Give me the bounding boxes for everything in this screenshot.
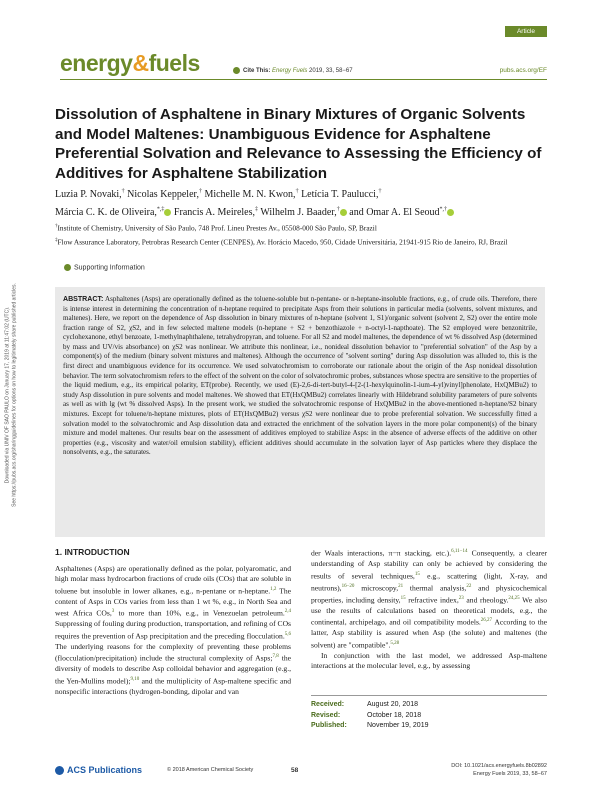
text-run: refractive index, [405,595,459,605]
orcid-icon[interactable] [340,209,347,216]
citation-link[interactable]: 24,25 [508,595,520,601]
author-name[interactable]: Márcia C. K. de Oliveira, [55,206,157,218]
text-run: microscopy, [354,583,399,593]
text-run: and physicochemical properties, including density, [311,583,547,605]
cite-journal: Energy Fuels [272,68,308,75]
affiliation [55,222,547,234]
text-run: e.g., scattering (light, X-ray, and neutrons), [311,571,547,593]
text-run: According to the latter, Asp stability is assured when Asp (the solute) and maltenes (the solvent) are "compatible". [311,617,547,650]
abstract-text: Asphaltenes (Asps) are operationally defined as the toluene-soluble but n-pentane- or n-heptane-insoluble fractions, e.g., of crude oils. Therefore, there is intense interest in determining the concentration of n-heptane required to precipitate Asps from their solutions in particular media (solvents, solvent mixtures, and maltenes). Here, we report on the dependence of Asp dissolution in binary mixtures of n-heptane (solvent 1, S1)/organic solvent (solvent 2, S2) over the entire mole fraction range of S2, χS2, and in few selected maltene models (n-heptane + S2 + benzothiazole + n-octyl-1-napthoate). The S2 employed were benzonitrile, cyclohexanone, ethyl benzoate, 1-methylnaphthalene, tetrahydropyran, and toluene. For all S2 and model maltenes, the dependence of wt % dissolved Asp (determined by mass and UV/vis absorbance) on χS2 was nonlinear. We attribute this nonlinear, i.e., nonideal dissolution behavior to "preferential solvation" of the Asp by a component(s) of the medium (binary solvent mixtures and maltenes). Although the occurrence of "solvent sorting" during Asp dissolution was alluded to, this is the first direct and unambiguous evidence for its occurrence. We used solvatochromism to corroborate our rationale about the origin of the Asp nonideal dissolution behavior. The term solvatochromism refers to the effect of the solvent on the color of solvatochromic probes, substances whose spectra are sensitive to the properties of the liquid medium, e.g., its empirical polarity, ET(probe). Recently, we used (E)-2,6-di-tert-butyl-4-[2-(1-hexylquinolin-1-ium-4-yl)vinyl]phenolate, HxQMBu2) to study Asp dissolution in pure solvents and model maltenes. We showed that ET(HxQMBu2) correlates linearly with Hildebrand solubility parameters of pure solvents as well as with lg (wt % dissolved Asps). In the present work, we studied the solvatochromic response of HxQMBu2 in the above-mentioned n-heptane/S2 binary mixtures. Except for toluene/n-heptane mixtures, plots of ET(HxQMBu2) versus χS2 were nonlinear due to probe preferential solvation. We successfully fitted a solvation model to the solvatochromic and Asp dissolution data and extracted the enrichment of the solvation layers in the more polar component(s) of the binary mixture and model maltenes. Our results bear on the assessment of additives employed to stabilize Asps: in the absence of adverse effects of the additive on other properties (e.g., viscosity and water/oil emulsion stability), efficient additives should accumulate in the solvation layer of Asp particles where they displace the nonsolvents, e.g., the saturates. [63,295,537,457]
author-affil-mark: † [295,189,299,195]
author [260,207,346,218]
cite-icon [233,67,240,74]
author-list [55,185,545,220]
download-watermark [0,220,22,570]
text-run: der Waals interactions, π−π stacking, etc.). [311,548,452,558]
affiliations [55,222,547,250]
text-run: Asphaltenes (Asps) are operationally defined as the polar, polyaromatic, and high molar mass hydrocarbon fractions of crude oils (COs) that are soluble in toluene but insoluble in lower alkanes, e.g., n-pentane or n-heptane. [55,563,291,596]
author-affil-mark: † [121,189,125,195]
history-label: Received: [311,701,345,708]
text-run: The content of Asps in COs varies from less than 1 wt %, e.g., in North Sea and west Africa COs, [55,586,291,618]
journal-url-link[interactable]: pubs.acs.org/EF [499,67,547,74]
text-run: and the multiplicity of Asp-maltene specific and nonspecific interactions (hydrogen-bonding, dipolar and van [55,676,291,696]
orcid-icon[interactable] [447,209,454,216]
author-name[interactable]: Francis A. Meireles, [173,206,256,218]
cite-this-link[interactable] [233,67,353,74]
author-affil-mark: † [336,206,340,213]
citation-link[interactable]: 7,8 [272,654,279,660]
abstract-box [55,287,545,537]
doi-link[interactable]: DOI: 10.1021/acs.energyfuels.8b02892 [451,763,547,769]
history-row [311,721,547,732]
body-column-left [55,547,291,697]
history-date: November 19, 2019 [367,722,429,729]
history-date: August 20, 2018 [367,701,418,708]
citation-link[interactable]: 21 [398,583,404,589]
author [301,189,381,200]
intro-paragraph [55,564,291,698]
text-run: to more than 10%, e.g., in Venezuelan petroleum. [114,608,285,618]
citation-link[interactable]: 23 [458,595,464,601]
history-date: October 18, 2018 [367,711,422,719]
affiliation-text: Flow Assurance Laboratory, Petrobras Research Center (CENPES), Av. Horácio Macedo, 950, Cidade Universitária, 21941-915 Rio de Janeiro, RJ, Brazil [57,237,508,247]
publisher-name: ACS Publications [67,765,143,775]
citation-link[interactable]: 15 [414,571,420,577]
citation-link[interactable]: 5,6 [284,631,291,637]
journal-name-part1: energy [60,50,133,76]
text-run: We also use the results of calculations based on theoretical models, e.g., the continental, archipelago, and oil compatibility models. [311,595,547,627]
text-run: The underlying reasons for the complexity of preventing these problems (flocculation/precipitation) include the structural complexity of Asps; [55,641,291,663]
author-name[interactable]: Luzia P. Novaki, [55,189,122,201]
history-row [311,700,547,711]
page-footer [55,763,547,779]
history-row [311,711,547,722]
author-affil-mark: † [378,189,382,195]
journal-logo[interactable] [60,50,200,77]
citation-link[interactable]: 26,27 [480,618,493,624]
author-affil-mark: *,‡ [156,206,165,213]
text-run: Suppressing of fouling during production, transportation, and refining of COs requires the prevention of Asp precipitation and the preceding flocculation. [55,619,292,641]
history-label: Revised: [311,711,341,719]
section-heading-introduction: 1. INTRODUCTION [55,547,130,557]
author [349,207,454,218]
author [174,207,258,218]
doi-block [451,763,547,778]
author-name[interactable]: Letícia T. Paulucci, [301,189,379,201]
author-name[interactable]: Nicolas Keppeler, [127,189,199,201]
author-name[interactable]: Wilhelm J. Baader, [260,206,337,218]
intro-paragraph: In conjunction with the last model, we addressed Asp-maltene interactions at the molecular level, e.g., by assessing [311,650,547,671]
copyright-notice: © 2018 American Chemical Society [167,767,254,773]
article-title: Dissolution of Asphaltene in Binary Mixtures of Organic Solvents and Model Maltenes: Unambiguous Evidence for Asphaltene Preferential Solvation and Relevance to Assessing the Efficiency of Additives for Asphaltene Stabilization [55,106,542,182]
orcid-icon[interactable] [164,209,171,216]
history-label: Published: [311,722,347,729]
affiliation-mark: † [55,224,58,229]
journal-header [60,44,547,80]
citation-link[interactable]: 9,10 [130,676,140,682]
journal-name-part2: fuels [148,50,200,76]
affiliation-mark: ‡ [55,237,58,243]
text-run: Consequently, a clearer understanding of Asp stability can only be achieved by considering the results of several techniques, [311,548,547,581]
intro-paragraph-continued [311,547,547,651]
abstract-heading: ABSTRACT: [63,296,104,303]
author-name[interactable]: Michelle M. N. Kwon, [204,189,296,201]
text-run: the diversity of models to describe Asp colloidal behavior and aggregation (e.g., the Yen-Mullins model); [55,653,291,686]
text-run: and rheology. [463,595,509,605]
acs-logo-icon [55,766,64,775]
author [55,189,125,200]
download-note-line2: See https://pubs.acs.org/sharingguidelines for options on how to legitimately share published articles. [11,283,17,507]
acs-publications-logo[interactable] [55,765,142,775]
author-affil-mark: *,† [439,206,448,213]
download-note-line1: Downloaded via UNIV OF SAO PAULO on January 17, 2019 at 11:47:02 (UTC). [4,306,11,484]
body-column-right [311,547,547,672]
author [127,189,202,200]
author [55,207,171,218]
text-run: thermal analysis, [403,583,467,593]
citation-link[interactable]: 6,11−14 [451,549,468,554]
citation-link[interactable]: 16−20 [341,583,355,589]
supporting-information-link[interactable] [64,264,145,271]
affiliation-text: Institute of Chemistry, University of São Paulo, 748 Prof. Lineu Prestes Av., 05508-000 São Paulo, SP, Brazil [57,223,377,233]
cite-ref: 2019, 33, 58−67 [309,68,353,75]
author-affil-mark: † [198,189,202,195]
author-name[interactable]: and Omar A. El Seoud [349,206,440,218]
article-history [311,695,547,732]
affiliation [55,236,547,248]
author [204,189,298,200]
article-type-badge: Article [505,26,547,37]
journal-name-amp: & [132,50,149,76]
citation-link[interactable]: 3 [111,609,115,615]
supporting-info-label: Supporting Information [74,264,145,272]
citation-link[interactable]: 22 [466,583,472,589]
citation-link[interactable]: 2,4 [284,609,292,615]
citation-link[interactable]: 5,28 [390,640,400,646]
footer-citation: Energy Fuels 2019, 33, 58−67 [473,770,547,777]
citation-link[interactable]: 1,2 [270,586,277,592]
citation-link[interactable]: 15 [400,595,406,601]
cite-label: Cite This: [243,68,271,75]
author-affil-mark: ‡ [255,206,259,213]
page-number: 58 [291,767,299,774]
supporting-info-icon [64,264,71,271]
